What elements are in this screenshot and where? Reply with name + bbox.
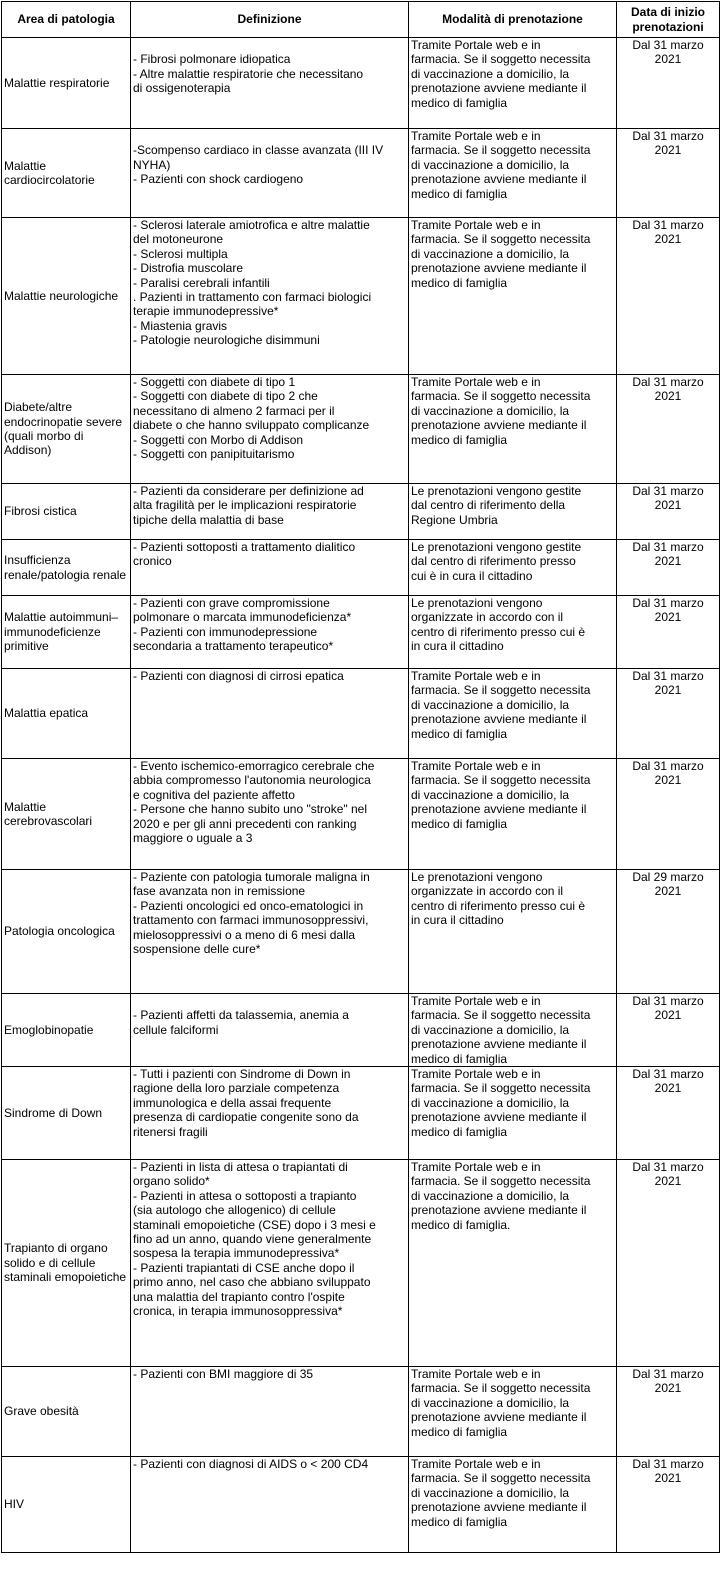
definition-cell xyxy=(131,540,409,596)
booking-cell-line: Tramite Portale web e in xyxy=(411,1457,541,1472)
booking-cell-line: prenotazione avviene mediante il xyxy=(411,712,587,727)
definition-cell xyxy=(131,1067,409,1160)
date-cell xyxy=(617,669,720,759)
table-row xyxy=(2,870,720,994)
booking-cell-line: Tramite Portale web e in xyxy=(411,218,541,232)
table-row xyxy=(2,375,720,484)
booking-cell-line: di vaccinazione a domicilio, la xyxy=(411,66,570,81)
definition-cell xyxy=(131,38,409,129)
date-cell-line: Dal 31 marzo xyxy=(632,596,704,610)
booking-cell-line: Tramite Portale web e in xyxy=(411,1160,541,1175)
date-cell xyxy=(617,596,720,669)
definition-cell-line: - Pazienti da considerare per definizione ad xyxy=(133,484,364,498)
date-cell-line: 2021 xyxy=(654,1008,682,1023)
date-cell-line: Dal 31 marzo xyxy=(632,669,704,683)
booking-cell-line: medico di famiglia xyxy=(411,1514,508,1529)
area-cell: Fibrosi cistica xyxy=(2,484,131,540)
booking-cell-line: prenotazione avviene mediante il xyxy=(411,1410,587,1425)
definition-cell-line: - Pazienti in lista di attesa o trapiantati di xyxy=(133,1160,348,1175)
vaccination-priority-table xyxy=(1,1,720,1553)
date-cell-line: Dal 31 marzo xyxy=(632,1367,704,1382)
booking-cell-line: medico di famiglia xyxy=(411,1051,508,1066)
area-cell: Diabete/altre endocrinopatie severe (quali morbo di Addison) xyxy=(2,375,131,484)
booking-cell-line: farmacia. Se il soggetto necessita xyxy=(411,1081,591,1096)
definition-cell-line: - Soggetti con panipituitarismo xyxy=(133,447,295,462)
booking-cell-line: di vaccinazione a domicilio, la xyxy=(411,1188,570,1203)
booking-cell-line: prenotazione avviene mediante il xyxy=(411,1110,587,1125)
booking-cell-line: farmacia. Se il soggetto necessita xyxy=(411,52,591,67)
booking-cell xyxy=(409,38,617,129)
header-definition: Definizione xyxy=(131,2,409,38)
date-cell xyxy=(617,540,720,596)
date-cell-line: Dal 31 marzo xyxy=(632,484,704,498)
date-cell xyxy=(617,129,720,218)
booking-cell-line: di vaccinazione a domicilio, la xyxy=(411,1095,570,1110)
booking-cell-line: di vaccinazione a domicilio, la xyxy=(411,697,570,712)
date-cell-line: Dal 31 marzo xyxy=(632,38,704,52)
definition-cell-line: staminali emopoietiche (CSE) dopo i 3 mesi e xyxy=(133,1217,376,1232)
definition-cell-line: - Pazienti affetti da talassemia, anemia a xyxy=(133,1008,349,1023)
definition-cell-line: - Soggetti con diabete di tipo 2 che xyxy=(133,389,318,404)
definition-cell-line: - Evento ischemico-emorragico cerebrale che xyxy=(133,759,375,773)
booking-cell-line: medico di famiglia xyxy=(411,275,508,290)
definition-cell-line: ragione della loro parziale competenza xyxy=(133,1081,340,1096)
date-cell xyxy=(617,38,720,129)
definition-cell-line: . Pazienti in trattamento con farmaci biologici xyxy=(133,290,372,305)
definition-cell-line: abbia compromesso l'autonomia neurologica xyxy=(133,773,371,788)
booking-cell-line: farmacia. Se il soggetto necessita xyxy=(411,1471,591,1486)
booking-cell-line: farmacia. Se il soggetto necessita xyxy=(411,773,591,788)
booking-cell xyxy=(409,994,617,1067)
area-cell: Grave obesità xyxy=(2,1367,131,1457)
booking-cell-line: in cura il cittadino xyxy=(411,913,504,928)
booking-cell-line: organizzate in accordo con il xyxy=(411,610,564,625)
table-row xyxy=(2,596,720,669)
table-row xyxy=(2,484,720,540)
definition-cell-line: primo anno, nel caso che abbiano sviluppato xyxy=(133,1275,371,1290)
definition-cell xyxy=(131,1457,409,1553)
definition-cell-line: una malattia del trapianto contro l'ospite xyxy=(133,1289,345,1304)
booking-cell-line: Le prenotazioni vengono gestite xyxy=(411,484,582,498)
area-cell: Sindrome di Down xyxy=(2,1067,131,1160)
booking-cell-line: medico di famiglia. xyxy=(411,1217,511,1232)
definition-cell-line: ritenersi fragili xyxy=(133,1124,208,1139)
definition-cell-line: - Fibrosi polmonare idiopatica xyxy=(133,52,291,67)
booking-cell-line: centro di riferimento presso cui è xyxy=(411,624,586,639)
definition-cell xyxy=(131,129,409,218)
definition-cell xyxy=(131,1367,409,1457)
area-cell: Malattia epatica xyxy=(2,669,131,759)
table-row xyxy=(2,1367,720,1457)
definition-cell-line: maggiore o uguale a 3 xyxy=(133,831,253,846)
definition-cell-line: tipiche della malattia di base xyxy=(133,512,284,527)
table-row xyxy=(2,1457,720,1553)
table-row xyxy=(2,1067,720,1160)
area-cell: Malattie neurologiche xyxy=(2,218,131,375)
definition-cell-line: sospensione delle cure* xyxy=(133,942,261,957)
date-cell-line: 2021 xyxy=(654,683,682,698)
date-cell-line: Dal 29 marzo xyxy=(632,870,704,884)
definition-cell-line: sospesa la terapia immunodepressiva* xyxy=(133,1246,340,1261)
booking-cell-line: Tramite Portale web e in xyxy=(411,38,541,52)
booking-cell-line: centro di riferimento presso cui è xyxy=(411,898,586,913)
definition-cell-line: - Persone che hanno subito uno "stroke" nel xyxy=(133,802,367,817)
booking-cell xyxy=(409,218,617,375)
table-row xyxy=(2,1160,720,1367)
definition-cell-line: - Soggetti con diabete di tipo 1 xyxy=(133,375,296,389)
definition-cell-line: - Distrofia muscolare xyxy=(133,261,244,276)
definition-cell-line: - Paralisi cerebrali infantili xyxy=(133,275,270,290)
date-cell-line: Dal 31 marzo xyxy=(632,1067,704,1082)
booking-cell xyxy=(409,1160,617,1367)
definition-cell xyxy=(131,596,409,669)
definition-cell-line xyxy=(133,38,406,52)
table-row xyxy=(2,218,720,375)
booking-cell-line: farmacia. Se il soggetto necessita xyxy=(411,1174,591,1189)
booking-cell-line: di vaccinazione a domicilio, la xyxy=(411,787,570,802)
definition-cell-line xyxy=(133,994,406,1008)
booking-cell-line: Le prenotazioni vengono xyxy=(411,596,543,610)
date-cell-line: 2021 xyxy=(654,884,682,899)
definition-cell-line: alta fragilità per le implicazioni respiratorie xyxy=(133,498,357,513)
definition-cell xyxy=(131,759,409,870)
booking-cell-line: medico di famiglia xyxy=(411,95,508,110)
date-cell-line: 2021 xyxy=(654,773,682,788)
booking-cell-line: dal centro di riferimento della xyxy=(411,498,566,513)
definition-cell-line: - Pazienti trapiantati di CSE anche dopo il xyxy=(133,1260,355,1275)
date-cell-line: 2021 xyxy=(654,554,682,569)
area-cell: Emoglobinopatie xyxy=(2,994,131,1067)
table-row xyxy=(2,669,720,759)
area-cell: Malattie respiratorie xyxy=(2,38,131,129)
definition-cell-line: presenza di cardiopatie congenite sono da xyxy=(133,1110,359,1125)
definition-cell-line: - Sclerosi multipla xyxy=(133,246,228,261)
booking-cell xyxy=(409,759,617,870)
definition-cell-line: - Pazienti con shock cardiogeno xyxy=(133,172,304,187)
date-cell xyxy=(617,759,720,870)
booking-cell-line: farmacia. Se il soggetto necessita xyxy=(411,1008,591,1023)
date-cell xyxy=(617,1367,720,1457)
booking-cell-line: medico di famiglia xyxy=(411,186,508,201)
definition-cell-line: - Soggetti con Morbo di Addison xyxy=(133,432,304,447)
date-cell-line: 2021 xyxy=(654,1081,682,1096)
date-cell-line: Dal 31 marzo xyxy=(632,218,704,232)
booking-cell-line: farmacia. Se il soggetto necessita xyxy=(411,232,591,247)
date-cell-line: 2021 xyxy=(654,1174,682,1189)
definition-cell-line: immunologica e della assai frequente xyxy=(133,1095,332,1110)
booking-cell-line: di vaccinazione a domicilio, la xyxy=(411,403,570,418)
area-cell: HIV xyxy=(2,1457,131,1553)
definition-cell-line: - Patologie neurologiche disimmuni xyxy=(133,333,320,348)
booking-cell-line: farmacia. Se il soggetto necessita xyxy=(411,683,591,698)
area-cell: Insufficienza renale/patologia renale xyxy=(2,540,131,596)
table-row xyxy=(2,994,720,1067)
definition-cell-line: - Pazienti oncologici ed onco-ematologici in xyxy=(133,898,364,913)
definition-cell-line: mielosoppressivi o a meno di 6 mesi dalla xyxy=(133,927,356,942)
definition-cell-line: secondaria a trattamento terapeutico* xyxy=(133,639,334,654)
definition-cell-line: - Pazienti in attesa o sottoposti a trapianto xyxy=(133,1188,357,1203)
booking-cell-line: di vaccinazione a domicilio, la xyxy=(411,157,570,172)
date-cell-line: 2021 xyxy=(654,610,682,625)
definition-cell-line: necessitano di almeno 2 farmaci per il xyxy=(133,403,335,418)
booking-cell-line: prenotazione avviene mediante il xyxy=(411,172,587,187)
definition-cell-line: - Pazienti con grave compromissione xyxy=(133,596,330,610)
date-cell xyxy=(617,1457,720,1553)
booking-cell xyxy=(409,669,617,759)
table-row xyxy=(2,129,720,218)
table-body xyxy=(2,38,720,1553)
definition-cell-line: - Paziente con patologia tumorale maligna in xyxy=(133,870,370,884)
date-cell-line: Dal 31 marzo xyxy=(632,129,704,143)
area-cell: Malattie autoimmuni– immunodeficienze primitive xyxy=(2,596,131,669)
date-cell xyxy=(617,994,720,1067)
definition-cell xyxy=(131,994,409,1067)
date-cell xyxy=(617,218,720,375)
definition-cell-line: cellule falciformi xyxy=(133,1022,219,1037)
booking-cell xyxy=(409,375,617,484)
definition-cell-line: -Scompenso cardiaco in classe avanzata (III IV xyxy=(133,143,384,158)
date-cell-line: Dal 31 marzo xyxy=(632,1160,704,1175)
booking-cell-line: di vaccinazione a domicilio, la xyxy=(411,1395,570,1410)
booking-cell-line: Le prenotazioni vengono gestite xyxy=(411,540,582,554)
booking-cell xyxy=(409,1457,617,1553)
definition-cell-line: diabete o che hanno sviluppato complicanze xyxy=(133,418,370,433)
definition-cell-line: - Pazienti sottoposti a trattamento dialitico xyxy=(133,540,356,554)
definition-cell-line: fino ad un anno, quando viene generalmente xyxy=(133,1232,372,1247)
table-row xyxy=(2,540,720,596)
area-cell: Malattie cardiocircolatorie xyxy=(2,129,131,218)
date-cell-line: Dal 31 marzo xyxy=(632,759,704,773)
definition-cell-line: del motoneurone xyxy=(133,232,224,247)
booking-cell xyxy=(409,540,617,596)
booking-cell-line: prenotazione avviene mediante il xyxy=(411,1500,587,1515)
header-area: Area di patologia xyxy=(2,2,131,38)
definition-cell-line: terapie immunodepressive* xyxy=(133,304,279,319)
booking-cell-line: medico di famiglia xyxy=(411,726,508,741)
definition-cell xyxy=(131,484,409,540)
booking-cell-line: medico di famiglia xyxy=(411,432,508,447)
definition-cell-line: 2020 e per gli anni precedenti con ranking xyxy=(133,816,357,831)
definition-cell-line: - Altre malattie respiratorie che necessitano xyxy=(133,66,364,81)
booking-cell xyxy=(409,1067,617,1160)
booking-cell-line: prenotazione avviene mediante il xyxy=(411,418,587,433)
definition-cell-line: fase avanzata non in remissione xyxy=(133,884,306,899)
booking-cell-line: Tramite Portale web e in xyxy=(411,994,541,1008)
table-header-row xyxy=(2,2,720,38)
date-cell xyxy=(617,1160,720,1367)
date-cell xyxy=(617,1067,720,1160)
definition-cell-line: NYHA) xyxy=(133,157,171,172)
date-cell-line: 2021 xyxy=(654,1471,682,1486)
table-row xyxy=(2,759,720,870)
booking-cell-line: prenotazione avviene mediante il xyxy=(411,802,587,817)
definition-cell-line: organo solido* xyxy=(133,1174,210,1189)
booking-cell xyxy=(409,484,617,540)
booking-cell-line: farmacia. Se il soggetto necessita xyxy=(411,143,591,158)
booking-cell-line: Tramite Portale web e in xyxy=(411,759,541,773)
booking-cell xyxy=(409,1367,617,1457)
booking-cell-line: prenotazione avviene mediante il xyxy=(411,1037,587,1052)
booking-cell-line: dal centro di riferimento presso xyxy=(411,554,576,569)
booking-cell-line: Tramite Portale web e in xyxy=(411,1367,541,1382)
definition-cell-line: (sia autologo che allogenico) di cellule xyxy=(133,1203,336,1218)
booking-cell-line: di vaccinazione a domicilio, la xyxy=(411,1022,570,1037)
definition-cell-line xyxy=(133,129,406,143)
definition-cell xyxy=(131,870,409,994)
booking-cell-line: farmacia. Se il soggetto necessita xyxy=(411,389,591,404)
definition-cell-line: cronico xyxy=(133,554,172,569)
booking-cell xyxy=(409,129,617,218)
header-booking-mode: Modalità di prenotazione xyxy=(409,2,617,38)
booking-cell-line: Tramite Portale web e in xyxy=(411,669,541,683)
definition-cell-line: polmonare o marcata immunodeficienza* xyxy=(133,610,352,625)
date-cell-line: 2021 xyxy=(654,232,682,247)
booking-cell-line: Regione Umbria xyxy=(411,512,498,527)
booking-cell-line: Tramite Portale web e in xyxy=(411,1067,541,1082)
definition-cell-line: - Pazienti con diagnosi di AIDS o < 200 CD4 xyxy=(133,1457,369,1472)
date-cell xyxy=(617,375,720,484)
booking-cell-line: organizzate in accordo con il xyxy=(411,884,564,899)
definition-cell-line: - Pazienti con immunodepressione xyxy=(133,624,318,639)
definition-cell-line: - Sclerosi laterale amiotrofica e altre malattie xyxy=(133,218,370,232)
definition-cell-line: di ossigenoterapia xyxy=(133,81,231,96)
definition-cell xyxy=(131,375,409,484)
definition-cell-line: - Pazienti con BMI maggiore di 35 xyxy=(133,1367,314,1382)
date-cell-line: 2021 xyxy=(654,1381,682,1396)
definition-cell-line: trattamento con farmaci immunosoppressivi, xyxy=(133,913,369,928)
booking-cell-line: medico di famiglia xyxy=(411,816,508,831)
date-cell xyxy=(617,484,720,540)
booking-cell-line: prenotazione avviene mediante il xyxy=(411,261,587,276)
booking-cell xyxy=(409,870,617,994)
booking-cell-line: Tramite Portale web e in xyxy=(411,129,541,143)
definition-cell-line: - Pazienti con diagnosi di cirrosi epatica xyxy=(133,669,344,683)
header-start-date: Data di inizio prenotazioni xyxy=(617,2,720,38)
booking-cell xyxy=(409,596,617,669)
table-row xyxy=(2,38,720,129)
definition-cell-line: - Tutti i pazienti con Sindrome di Down in xyxy=(133,1067,351,1082)
booking-cell-line: farmacia. Se il soggetto necessita xyxy=(411,1381,591,1396)
booking-cell-line: prenotazione avviene mediante il xyxy=(411,81,587,96)
definition-cell xyxy=(131,218,409,375)
area-cell: Trapianto di organo solido e di cellule staminali emopoietiche xyxy=(2,1160,131,1367)
booking-cell-line: Le prenotazioni vengono xyxy=(411,870,543,884)
definition-cell-line: cronica, in terapia immunosoppressiva* xyxy=(133,1304,343,1319)
booking-cell-line: di vaccinazione a domicilio, la xyxy=(411,1485,570,1500)
date-cell-line: Dal 31 marzo xyxy=(632,375,704,389)
date-cell-line: 2021 xyxy=(654,143,682,158)
area-cell: Patologia oncologica xyxy=(2,870,131,994)
booking-cell-line: in cura il cittadino xyxy=(411,639,504,654)
date-cell-line: Dal 31 marzo xyxy=(632,1457,704,1472)
date-cell-line: Dal 31 marzo xyxy=(632,540,704,554)
area-cell: Malattie cerebrovascolari xyxy=(2,759,131,870)
booking-cell-line: medico di famiglia xyxy=(411,1424,508,1439)
booking-cell-line: Tramite Portale web e in xyxy=(411,375,541,389)
definition-cell xyxy=(131,669,409,759)
booking-cell-line: medico di famiglia xyxy=(411,1124,508,1139)
date-cell-line: 2021 xyxy=(654,389,682,404)
date-cell xyxy=(617,870,720,994)
definition-cell-line: - Miastenia gravis xyxy=(133,318,228,333)
booking-cell-line: prenotazione avviene mediante il xyxy=(411,1203,587,1218)
definition-cell-line: e cognitiva del paziente affetto xyxy=(133,787,295,802)
definition-cell xyxy=(131,1160,409,1367)
date-cell-line: Dal 31 marzo xyxy=(632,994,704,1008)
date-cell-line: 2021 xyxy=(654,52,682,67)
booking-cell-line: cui è in cura il cittadino xyxy=(411,568,533,583)
date-cell-line: 2021 xyxy=(654,498,682,513)
booking-cell-line: di vaccinazione a domicilio, la xyxy=(411,246,570,261)
